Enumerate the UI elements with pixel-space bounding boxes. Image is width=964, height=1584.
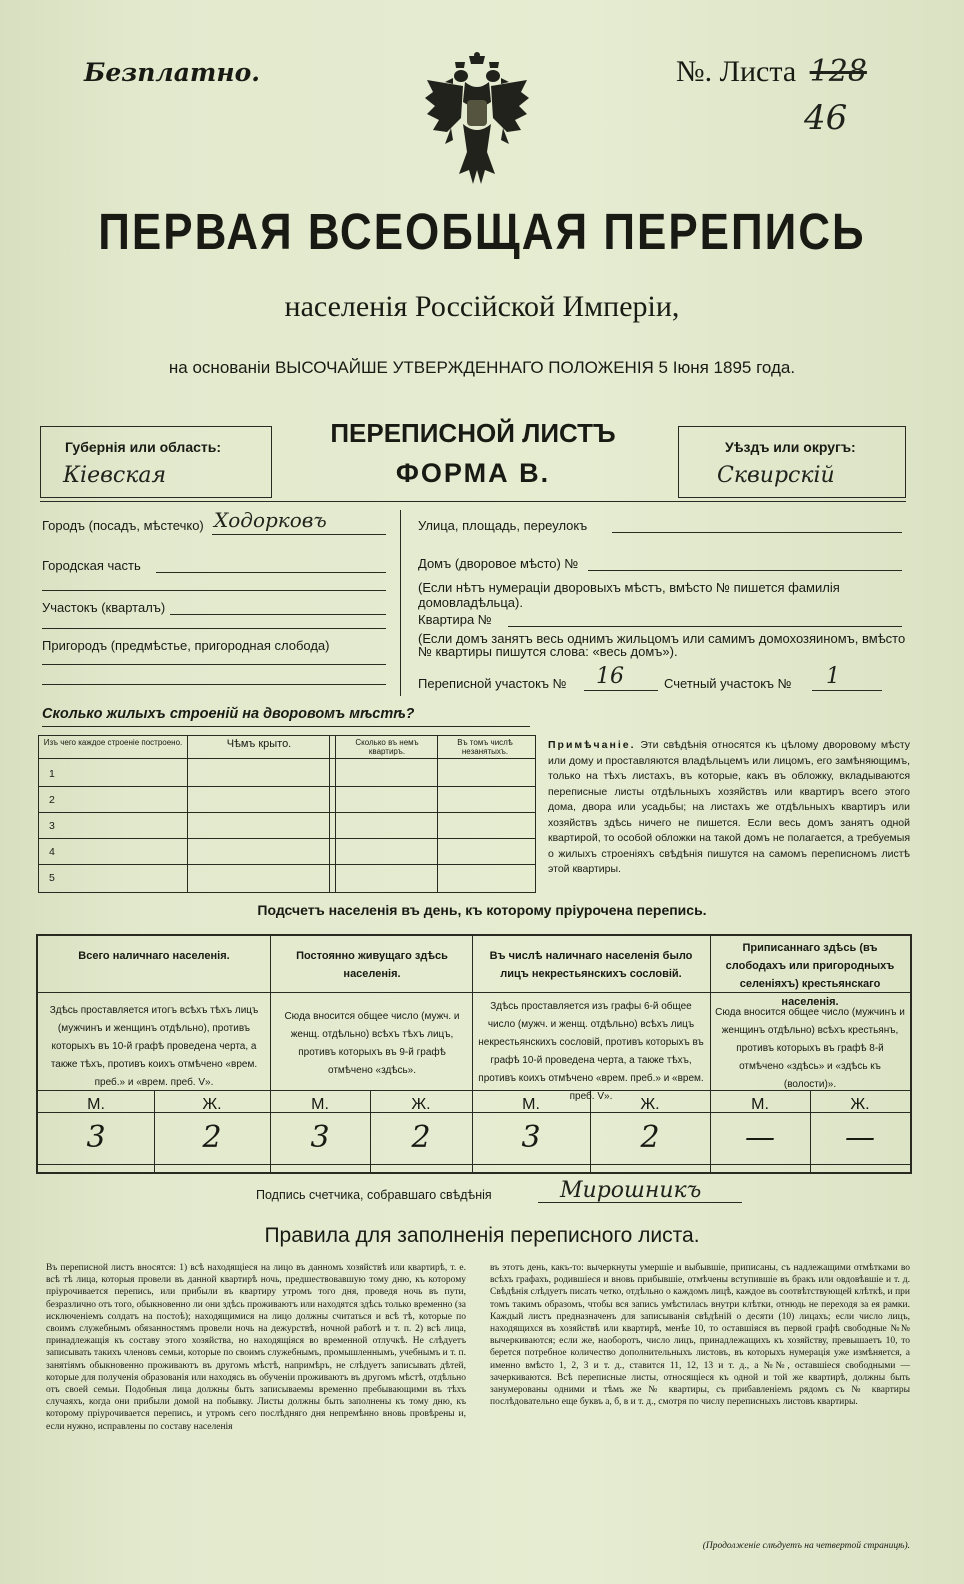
uezd-value: Сквирскій xyxy=(717,463,835,488)
sheet-title: ПЕРЕПИСНОЙ ЛИСТЪ xyxy=(330,418,616,448)
gubernia-value: Кіевская xyxy=(63,463,167,488)
signature-value: Мирошникъ xyxy=(560,1178,702,1203)
pop-col1-m-value: 3 xyxy=(86,1120,106,1155)
pop-col1-f-label: Ж. xyxy=(202,1096,222,1113)
rules-right-column: въ этотъ день, какъ-то: вычеркнуты умершіе и выбывшіе, приписаны, съ надлежащими отмѣтками во всѣхъ графахъ, родившіеся и вновь прибывшіе, отмѣчены вступившіе въ бракъ или овдовѣвшіе и т. д. Свѣдѣнія слѣдуетъ писать четко, отдѣльно о каждомъ лицѣ, каждое въ соотвѣтствующей клѣткѣ, и при томъ такимъ образомъ, чтобы вся запись умѣстилась внутри клѣтки, отнюдь не переходя за ея рамки. Каждый листъ предназначенъ для записыванія свѣдѣній о десяти (10) лицахъ; если число лицъ, находящихся въ хозяйствѣ или квартирѣ, менѣе 10, то оставшіяся въ первой графѣ свободные №№ вычеркиваются; если же, наоборотъ, число лицъ, принадлежащихъ къ хозяйству, превышаетъ 10, то берется потребное количество дополнительныхъ листовъ, въ которыхъ нумерація уже измѣняется, а именно вмѣсто 1, 2, 3 и т. д., ставится 11, 12, 13 и т. д., а №№, оставшіеся свободными — зачеркиваются. Всѣ переписные листы, относящіеся къ одной и той же квартирѣ, должны быть занумерованы одними и тѣмъ же № квартиры, съ прибавленіемъ рядомъ съ № квартиры послѣдовательно еще буквъ а, б, в и т. д., смотря по числу переписныхъ листовъ квартиры. xyxy=(490,1263,910,1408)
buildings-note xyxy=(548,738,910,878)
buildings-table xyxy=(38,735,536,893)
apartment-label: Квартира № xyxy=(418,612,492,627)
pop-col4-m-value: — xyxy=(745,1120,775,1155)
legal-basis: на основаніи ВЫСОЧАЙШЕ УТВЕРЖДЕННАГО ПОЛОЖЕНІЯ 5 Іюня 1895 года. xyxy=(168,358,796,377)
uezd-box xyxy=(678,426,906,498)
signature-label: Подпись счетчика, собравшаго свѣдѣнія xyxy=(256,1188,492,1202)
main-title: ПЕРВАЯ ВСЕОБЩАЯ ПЕРЕПИСЬ xyxy=(98,204,866,261)
pop-col4-title: Приписаннаго здѣсь (въ слободахъ или пригородныхъ селеніяхъ) крестьянскаго населенія. xyxy=(725,942,895,1008)
pop-col3-m-value: 3 xyxy=(521,1120,541,1155)
pop-col1-m-label: М. xyxy=(87,1096,105,1113)
pop-col3-title: Въ числѣ наличнаго населенія было лицъ некрестьянскихъ сословій. xyxy=(489,950,693,980)
city-value: Ходорковъ xyxy=(214,508,327,532)
form-title: ФОРМА В. xyxy=(395,458,551,488)
sheet-number-label: №. Листа xyxy=(676,55,797,88)
city-label: Городъ (посадъ, мѣстечко) xyxy=(42,518,204,533)
uezd-label: Уѣздъ или округъ: xyxy=(725,439,856,455)
buildings-row-2: 2 xyxy=(49,794,55,806)
eagle-emblem-icon xyxy=(425,52,529,194)
rules-continued: (Продолженіе слѣдуетъ на четвертой страницѣ). xyxy=(702,1541,910,1551)
city-part-label: Городская часть xyxy=(42,558,141,573)
pop-col1-title: Всего наличнаго населенія. xyxy=(78,950,230,962)
population-table xyxy=(36,934,912,1174)
pop-col3-f-value: 2 xyxy=(640,1120,660,1155)
pop-col4-desc: Сюда вносится общее число (мужчинъ и женщинъ отдѣльно) всѣхъ крестьянъ, противъ которыхъ въ графѣ 8-й отмѣчено «здѣсь» и «здѣсь къ (волости)». xyxy=(715,1007,905,1090)
buildings-row-5: 5 xyxy=(49,872,55,884)
sheet-number-old: 128 xyxy=(809,54,867,89)
rules-left-column: Въ переписной листъ вносятся: 1) всѣ находящіеся на лицо въ данномъ хозяйствѣ или квартирѣ, т. е. всѣ тѣ лица, которыя провели въ данной квартирѣ ночь, предшествовавшую тому дню, къ которому пріурочивается перепись, или прибыли въ квартиру утромъ того дня, проведя ночь въ пути, безразлично отъ того, обыкновенно ли они здѣсь проживаютъ или находятся здѣсь только временно (за исключеніемъ солдатъ на постоѣ); находящимися на лицо должны считаться и всѣ тѣ, которые по своимъ служебнымъ обязанностямъ провели ночь на дежурствѣ, ночной работѣ и т. п. 2) всѣ лица, принадлежащія къ составу этого хозяйства, но находящіяся во временной отлучкѣ. Не слѣдуетъ записывать такихъ членовъ семьи, которые по своимъ служебнымъ, промышленнымъ, учебнымъ и т. п. занятіямъ обыкновенно проживаютъ въ другомъ мѣстѣ, напримѣръ, не слѣдуетъ записывать дѣтей, которые для полученія образованія или находясь въ обученіи проживаютъ въ другомъ мѣстѣ, отдѣльно отъ своей семьи. Подобныя лица должны быть записываемы временно пребывающими въ тѣхъ случаяхъ, когда они прибыли домой на побывку. Листы должны быть заполнены къ тому дню, къ которому пріурочивается перепись, и утромъ сего послѣдняго дня непремѣнно вновь провѣрены и, если нужно, исправлены по составу населенія xyxy=(46,1263,466,1432)
buildings-header-vacant: Въ томъ числѣ незанятыхъ. xyxy=(457,738,513,756)
pop-col2-title: Постоянно живущаго здѣсь населенія. xyxy=(296,950,448,980)
rules-title: Правила для заполненія переписного листа. xyxy=(264,1224,700,1247)
sheet-number xyxy=(676,54,867,138)
pop-col2-desc: Сюда вносится общее число (мужч. и женщ. отдѣльно) всѣхъ тѣхъ лицъ, противъ которыхъ въ 9-й графѣ отмѣчено «здѣсь». xyxy=(284,1011,460,1076)
gubernia-box xyxy=(40,426,272,498)
pop-col2-f-value: 2 xyxy=(411,1120,431,1155)
pop-col2-m-value: 3 xyxy=(310,1120,330,1155)
suburb-label: Пригородъ (предмѣстье, пригородная слобода) xyxy=(42,638,330,653)
pop-col4-f-value: — xyxy=(845,1120,875,1155)
census-district-value: 16 xyxy=(596,664,624,689)
pop-col3-f-label: Ж. xyxy=(640,1096,660,1113)
gubernia-label: Губернія или область: xyxy=(65,439,222,455)
count-district-label: Счетный участокъ № xyxy=(664,676,792,691)
sheet-number-new: 46 xyxy=(804,98,848,138)
pop-col2-f-label: Ж. xyxy=(411,1096,431,1113)
street-label: Улица, площадь, переулокъ xyxy=(418,518,588,533)
buildings-header-material: Изъ чего каждое строеніе построено. xyxy=(43,738,183,747)
buildings-row-1: 1 xyxy=(49,768,55,780)
buildings-row-4: 4 xyxy=(49,846,55,858)
subtitle: населенія Россійской Имперіи, xyxy=(284,290,680,323)
note-title: Примѣчаніе. xyxy=(548,739,636,751)
count-district-value: 1 xyxy=(826,664,840,689)
pop-col4-f-label: Ж. xyxy=(850,1096,870,1113)
pop-col4-m-label: М. xyxy=(751,1096,769,1113)
pop-col1-f-value: 2 xyxy=(202,1120,222,1155)
pop-col1-desc: Здѣсь проставляется итогъ всѣхъ тѣхъ лицъ (мужчинъ и женщинъ отдѣльно), противъ которыхъ въ 10-й графѣ проведена черта, а также тѣхъ, противъ коихъ отмѣчено «врем. преб.» и «врем. преб. V». xyxy=(49,1005,259,1088)
pop-col3-desc: Здѣсь проставляется изъ графы 6-й общее число (мужч. и женщ. отдѣльно) всѣхъ лицъ некрестьянскихъ сословій, противъ которыхъ въ графѣ 10-й проведена черта, а также тѣхъ, противъ коихъ отмѣчено «врем. преб.» и «врем. преб. V». xyxy=(478,1001,704,1102)
buildings-header-roof: Чѣмъ крыто. xyxy=(226,738,292,750)
note-text: Эти свѣдѣнія относятся къ цѣлому дворовому мѣсту или дому и проставляются владѣльцемъ или лицомъ, его замѣняющимъ, только на тѣхъ листахъ, въ которые, какъ въ обложку, вкладываются переписные листы отдѣльныхъ хозяйствъ или квартиръ всего этого дома, двора или усадьбы; на листахъ же отдѣльныхъ квартиръ или хозяйствъ здѣсь ничего не пишется. Если весь домъ занятъ одной квартирой, то особой обложки на такой домъ не полагается, а требуемыя о жилыхъ строеніяхъ свѣдѣнія пишутся на самомъ переписномъ листѣ этой квартиры. xyxy=(548,739,910,875)
district-label: Участокъ (кварталъ) xyxy=(42,600,166,615)
house-label: Домъ (дворовое мѣсто) № xyxy=(418,556,579,571)
pop-col3-m-label: М. xyxy=(522,1096,540,1113)
population-title: Подсчетъ населенія въ день, къ которому пріурочена перепись. xyxy=(257,902,707,918)
apartment-note: (Если домъ занятъ весь однимъ жильцомъ или самимъ домохозяиномъ, вмѣсто № квартиры пишутся слова: «весь домъ»). xyxy=(418,631,906,659)
free-label: Безплатно. xyxy=(84,58,260,87)
buildings-row-3: 3 xyxy=(49,820,55,832)
buildings-question: Сколько жилыхъ строеній на дворовомъ мѣстѣ? xyxy=(42,706,415,722)
census-district-label: Переписной участокъ № xyxy=(418,676,567,691)
buildings-header-apartments: Сколько въ немъ квартиръ. xyxy=(355,738,419,756)
house-note: (Если нѣтъ нумераціи дворовыхъ мѣстъ, вмѣсто № пишется фамилія домовладѣльца). xyxy=(418,580,840,610)
pop-col2-m-label: М. xyxy=(311,1096,329,1113)
